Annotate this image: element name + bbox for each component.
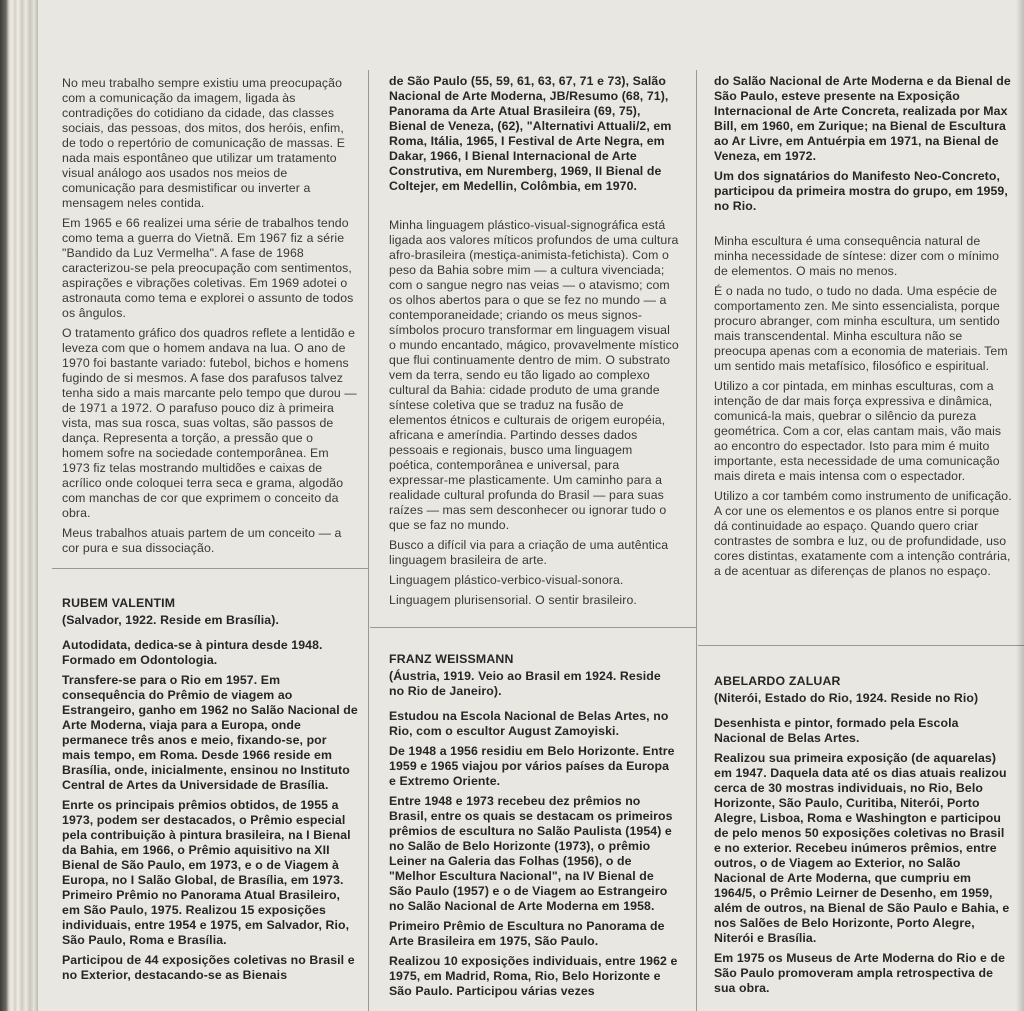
artist-statement [62, 76, 358, 561]
paragraph: Realizou 10 exposições individuais, entre 1962 e 1975, em Madrid, Roma, Rio, Belo Horizonte e São Paulo. Participou várias vezes [389, 954, 678, 998]
artist-origin: (Salvador, 1922. Reside em Brasília). [62, 613, 279, 627]
paragraph: Transfere-se para o Rio em 1957. Em consequência do Prêmio de viagem ao Estrangeiro, ganho em 1962 no Salão Nacional de Arte Moderna, viaja para a Europa, onde permanece três anos e meio, fixando-se, por mais tempo, em Roma. Desde 1966 reside em Brasília, onde, inicialmente, ensinou no Instituto Central de Artes da Universidade de Brasília. [62, 673, 358, 792]
paragraph: É o nada no tudo, o tudo no dada. Uma espécie de comportamento zen. Me sinto essencialista, porque procuro abranger, com minha escultura, um sentido mais transcendental. Minha escultura não se preocupa apenas com a economia de materiais. Tem um sentido mais metafísico, filosófico e espiritual. [714, 284, 1008, 373]
paragraph: Em 1965 e 66 realizei uma série de trabalhos tendo como tema a guerra do Vietnã. Em 1967 fiz a série "Bandido da Luz Vermelha". A fase de 1968 caracterizou-se pela preocupação com sentimentos, aspirações e vibrações coletivas. Em 1969 adotei o astronauta como tema e explorei o assunto de todos os ângulos. [62, 216, 354, 320]
column-divider [696, 70, 697, 1011]
book-binding [0, 0, 38, 1011]
paragraph: O tratamento gráfico dos quadros reflete a lentidão e leveza com que o homem andava na lua. O ano de 1970 foi bastante variado: futebol, bichos e homens fugindo de si mesmos. A fase dos parafusos talvez tenha sido a mais marcante pelo tempo que durou — de 1971 a 1972. O parafuso pouco diz à primeira vista, mas sua rosca, suas voltas, são passos de dança. Representa a torção, a pressão que o homem sofre na sociedade contemporânea. Em 1973 fiz telas mostrando multidões e caixas de acrílico onde coloquei terra seca e grama, algodão com manchas de cor que exprimem o conceito da obra. [62, 326, 357, 520]
column-middle [389, 0, 679, 1011]
paragraph: Busco a difícil via para a criação de uma autêntica linguagem brasileira de arte. [389, 538, 669, 567]
paragraph: Utilizo a cor também como instrumento de unificação. A cor une os elementos e os planos entre si porque dá continuidade ao espaço. Quando quero criar contrastes de sombra e luz, ou de profundidade, uso cores distintas, exatamente com a intenção contrária, a de acentuar as diferenças de planos no espaço. [714, 489, 1012, 578]
artist-name: RUBEM VALENTIM [62, 596, 176, 610]
artist-origin: (Áustria, 1919. Veio ao Brasil em 1924. Reside no Rio de Janeiro). [389, 669, 661, 698]
column-right [714, 0, 1014, 1011]
paragraph: Estudou na Escola Nacional de Belas Artes, no Rio, com o escultor August Zamoyiski. [389, 709, 669, 738]
paragraph: Linguagem plurisensorial. O sentir brasileiro. [389, 593, 637, 607]
artist-bio-continued [389, 74, 679, 199]
artist-origin: (Niterói, Estado do Rio, 1924. Reside no Rio) [714, 691, 979, 705]
paragraph: Linguagem plástico-verbico-visual-sonora. [389, 573, 624, 587]
paragraph: Autodidata, dedica-se à pintura desde 1948. Formado em Odontologia. [62, 638, 323, 667]
paragraph: Em 1975 os Museus de Arte Moderna do Rio e de São Paulo promoveram ampla retrospectiva de sua obra. [714, 951, 1006, 995]
paragraph: de São Paulo (55, 59, 61, 63, 67, 71 e 73), Salão Nacional de Arte Moderna, JB/Resumo (68, 71), Panorama da Arte Atual Brasileira (69, 75), Bienal de Veneza, (62), "Alternativi Attuali/2, em Roma, Itália, 1965, I Festival de Arte Negra, em Dakar, 1966, I Bienal Internacional de Arte Construtiva, em Nuremberg, 1969, II Bienal de Coltejer, em Medellin, Colômbia, em 1970. [389, 74, 672, 193]
paragraph: Meus trabalhos atuais partem de um conceito — a cor pura e sua dissociação. [62, 526, 342, 555]
artist-bio [389, 652, 679, 1004]
artist-statement [389, 218, 679, 613]
paragraph: No meu trabalho sempre existiu uma preocupação com a comunicação da imagem, ligada às contradições do cotidiano da cidade, das classes sociais, das pessoas, dos mitos, dos heróis, enfim, de todo o repertório de comunicação de massas. E nada mais espontâneo que utilizar um tratamento visual análogo aos usados nos meios de comunicação para desmistificar ou inverter a mensagem neles contida. [62, 76, 346, 210]
paragraph: Um dos signatários do Manifesto Neo-Concreto, participou da primeira mostra do grupo, em 1959, no Rio. [714, 169, 1008, 213]
document-page [38, 0, 1024, 1011]
paragraph: Minha escultura é uma consequência natural de minha necessidade de síntese: dizer com o mínimo de elementos. O mais no menos. [714, 234, 1000, 278]
paragraph: Realizou sua primeira exposição (de aquarelas) em 1947. Daquela data até os dias atuais realizou cerca de 30 mostras individuais, no Rio, Belo Horizonte, São Paulo, Curitiba, Niterói, Porto Alegre, Lisboa, Roma e Washington e participou de pelo menos 50 exposições coletivas no Brasil e no exterior. Recebeu inúmeros prêmios, entre outros, o de Viagem ao Exterior, no Salão Nacional de Arte Moderna, que cumpriu em 1964/5, o Prêmio Leirner de Desenho, em 1959, além de outros, na Bienal de São Paulo e Bahia, e nos Salões de Belo Horizonte, Porto Alegre, Niterói e Brasília. [714, 751, 1010, 945]
paragraph: do Salão Nacional de Arte Moderna e da Bienal de São Paulo, esteve presente na Exposição Internacional de Arte Concreta, realizada por Max Bill, em 1960, em Zurique; na Bienal de Escultura ao Ar Livre, em Antuérpia em 1971, na Bienal de Veneza, em 1972. [714, 74, 1011, 163]
paragraph: Entre 1948 e 1973 recebeu dez prêmios no Brasil, entre os quais se destacam os primeiros prêmios de escultura no Salão Paulista (1954) e no Salão de Belo Horizonte (1973), o prêmio Leiner na Galeria das Folhas (1956), o de "Melhor Escultura Nacional", na IV Bienal de São Paulo (1957) e o de Viagem ao Estrangeiro no Salão Nacional de Arte Moderna em 1958. [389, 794, 673, 913]
paragraph: Desenhista e pintor, formado pela Escola Nacional de Belas Artes. [714, 716, 959, 745]
paragraph: Utilizo a cor pintada, em minhas esculturas, com a intenção de dar mais força expressiva e dinâmica, comunicá-la mais, quebrar o silêncio da pureza geométrica. Com a cor, elas cantam mais, vão mais ao encontro do espectador. Isto para mim é muito importante, esta necessidade de uma comunicação mais direta e mais intensa com o espectador. [714, 379, 1002, 483]
artist-bio [714, 674, 1014, 1001]
paragraph: Minha linguagem plástico-visual-signográfica está ligada aos valores míticos profundos de uma cultura afro-brasileira (mestiça-animista-fetichista). Com o peso da Bahia sobre mim — a cultura vivenciada; com o sangue negro nas veias — o atavismo; com os olhos abertos para o que se fez no mundo — a contemporaneidade; criando os meus signos-símbolos procuro transformar em linguagem visual o mundo encantado, mágico, provavelmente místico que flui continuamente dentro de mim. O substrato vem da terra, sendo eu tão ligado ao complexo cultural da Bahia: cidade produto de uma grande síntese coletiva que se traduz na fusão de elementos étnicos e culturais de origem européia, africana e ameríndia. Partindo desses dados pessoais e regionais, busco uma linguagem poética, contemporânea e universal, para expressar-me plasticamente. Um caminho para a realidade cultural profunda do Brasil — para suas raízes — mas sem desconhecer ou ignorar tudo o que se faz no mundo. [389, 218, 679, 532]
paragraph: Enrte os principais prêmios obtidos, de 1955 a 1973, podem ser destacados, o Prêmio especial pela contribuição à pintura brasileira, na I Bienal da Bahia, em 1966, o Prêmio aquisitivo na XII Bienal de São Paulo, em 1973, e o de Viagem à Europa, no I Salão Global, de Brasília, em 1973. Primeiro Prêmio no Panorama Atual Brasileiro, em São Paulo, 1975. Realizou 15 exposições individuais, entre 1954 e 1975, em Salvador, Rio, São Paulo, Roma e Brasília. [62, 798, 351, 947]
artist-bio-continued [714, 74, 1014, 219]
paragraph: Primeiro Prêmio de Escultura no Panorama de Arte Brasileira em 1975, São Paulo. [389, 919, 665, 948]
paragraph: Participou de 44 exposições coletivas no Brasil e no Exterior, destacando-se as Bienais [62, 953, 355, 982]
artist-statement [714, 234, 1014, 584]
column-divider [368, 70, 369, 1011]
paragraph: De 1948 a 1956 residiu em Belo Horizonte. Entre 1959 e 1965 viajou por vários países da Europa e Extremo Oriente. [389, 744, 675, 788]
artist-name: FRANZ WEISSMANN [389, 652, 514, 666]
column-left [62, 0, 358, 1011]
artist-bio [62, 596, 358, 988]
artist-name: ABELARDO ZALUAR [714, 674, 841, 688]
